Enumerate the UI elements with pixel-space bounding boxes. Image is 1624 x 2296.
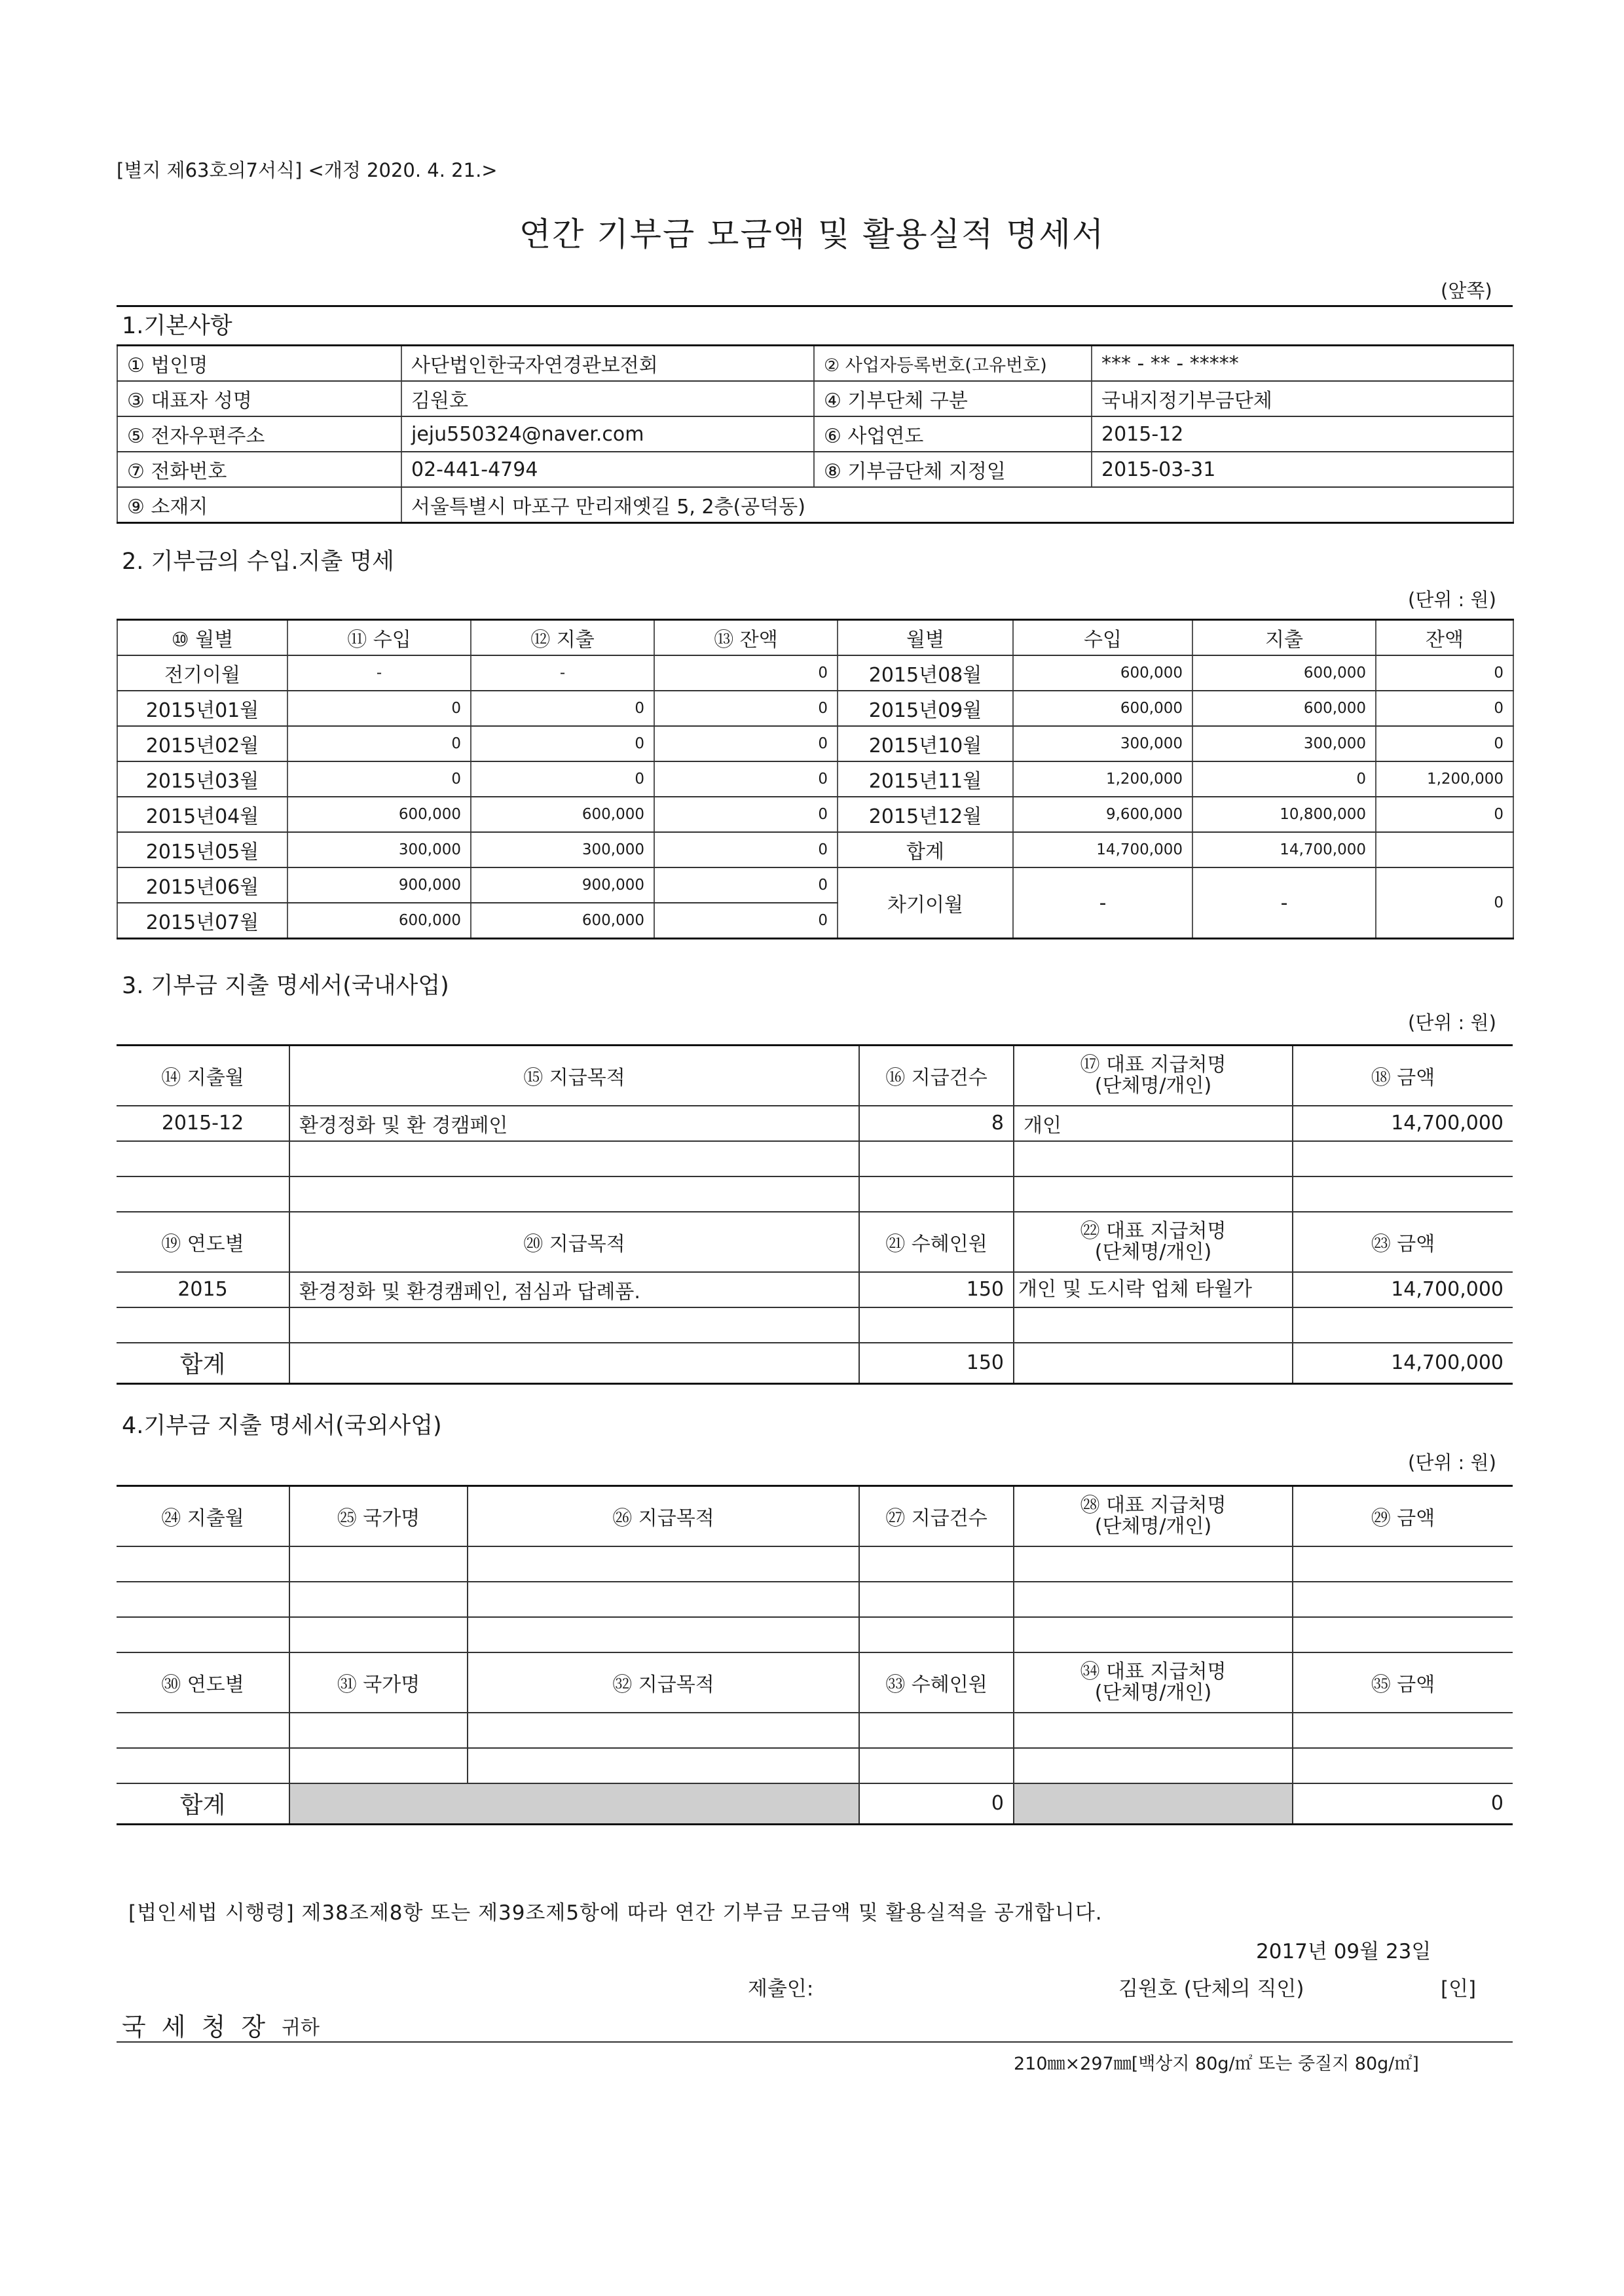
table-row xyxy=(117,487,1513,523)
expense-cell: 300,000 xyxy=(1192,726,1376,761)
amount-cell: 14,700,000 xyxy=(1293,1106,1513,1141)
table-row xyxy=(117,726,1513,761)
balance-cell: 0 xyxy=(654,867,838,903)
col-header-income-2: 수입 xyxy=(1013,620,1192,656)
col-header-purpose-2: ⑳ 지급목적 xyxy=(289,1212,859,1272)
section-2-unit: (단위 : 원) xyxy=(1408,589,1496,611)
income-cell: 300,000 xyxy=(1013,726,1192,761)
col-header-balance: ⑬ 잔액 xyxy=(654,620,838,656)
expense-cell: 600,000 xyxy=(471,903,654,939)
table-row xyxy=(117,1713,1513,1748)
value-business-number: *** - ** - ***** xyxy=(1092,346,1513,382)
income-cell: 600,000 xyxy=(287,797,471,832)
income-cell: 600,000 xyxy=(1013,691,1192,726)
balance-cell: 0 xyxy=(654,726,838,761)
header-row xyxy=(117,1046,1513,1106)
table-row xyxy=(117,691,1513,726)
expense-cell: - xyxy=(471,655,654,691)
label-address: ⑨ 소재지 xyxy=(117,487,401,523)
value-company-name: 사단법인한국자연경관보전회 xyxy=(401,346,814,382)
col-header-beneficiaries: ㉝ 수혜인원 xyxy=(859,1652,1014,1713)
col-header-balance-2: 잔액 xyxy=(1376,620,1513,656)
balance-cell: 0 xyxy=(654,903,838,939)
section-3-unit: (단위 : 원) xyxy=(1408,1011,1496,1034)
recipient-sublabel: (단체명/개인) xyxy=(1094,1074,1212,1097)
total-row xyxy=(117,1343,1513,1384)
submitter-name: 김원호 (단체의 직인) xyxy=(1118,1977,1304,2001)
col-header-purpose: ⑮ 지급목적 xyxy=(289,1046,859,1106)
month-cell: 2015년01월 xyxy=(117,691,287,726)
table-row xyxy=(117,761,1513,797)
table-row xyxy=(117,1272,1513,1307)
income-cell: 600,000 xyxy=(1013,655,1192,691)
table-row xyxy=(117,1546,1513,1582)
balance-cell: 0 xyxy=(654,691,838,726)
label-company-name: ① 법인명 xyxy=(117,346,401,382)
month-cell: 2015년02월 xyxy=(117,726,287,761)
value-representative: 김원호 xyxy=(401,381,814,416)
col-header-recipient-2 xyxy=(1014,1652,1293,1713)
expense-cell: 0 xyxy=(471,691,654,726)
col-header-recipient-2 xyxy=(1014,1212,1293,1272)
carry-forward-expense: - xyxy=(1192,867,1376,939)
carry-forward-income: - xyxy=(1013,867,1192,939)
domestic-expense-table xyxy=(117,1044,1513,1385)
carry-forward-label: 차기이월 xyxy=(838,867,1013,939)
recipient-suffix: 귀하 xyxy=(282,2016,320,2039)
table-row xyxy=(117,867,1513,903)
balance-cell: 0 xyxy=(654,761,838,797)
col-header-amount-2: ㉓ 금액 xyxy=(1293,1212,1513,1272)
col-header-year: ⑲ 연도별 xyxy=(117,1212,289,1272)
total-label-cell: 합계 xyxy=(838,832,1013,867)
shaded-cell xyxy=(1014,1783,1293,1825)
income-total-cell: 14,700,000 xyxy=(1013,832,1192,867)
recipient-label: ㉒ 대표 지급처명 xyxy=(1080,1219,1227,1243)
submission-date: 2017년 09월 23일 xyxy=(1256,1940,1431,1963)
submitter-label: 제출인: xyxy=(748,1977,814,2001)
col-header-expense-2: 지출 xyxy=(1192,620,1376,656)
value-designation-date: 2015-03-31 xyxy=(1092,452,1513,487)
table-row xyxy=(117,655,1513,691)
header-row xyxy=(117,1486,1513,1546)
income-cell: - xyxy=(287,655,471,691)
month-cell: 2015년04월 xyxy=(117,797,287,832)
overseas-expense-table xyxy=(117,1485,1513,1825)
section-3-title: 3. 기부금 지출 명세서(국내사업) xyxy=(122,973,449,999)
income-cell: 0 xyxy=(287,691,471,726)
section-4-title: 4.기부금 지출 명세서(국외사업) xyxy=(122,1413,442,1439)
income-cell: 300,000 xyxy=(287,832,471,867)
page-side-label: (앞쪽) xyxy=(1441,280,1492,302)
balance-total-cell xyxy=(1376,832,1513,867)
col-header-recipient xyxy=(1014,1486,1293,1546)
month-cell: 2015년08월 xyxy=(838,655,1013,691)
table-row xyxy=(117,381,1513,416)
table-row xyxy=(117,1141,1513,1176)
table-row xyxy=(117,832,1513,867)
expense-cell: 900,000 xyxy=(471,867,654,903)
recipient-cell: 개인 및 도시락 업체 타월가 xyxy=(1014,1272,1293,1307)
section-2-title: 2. 기부금의 수입.지출 명세 xyxy=(122,549,394,575)
income-cell: 0 xyxy=(287,726,471,761)
value-org-type: 국내지정기부금단체 xyxy=(1092,381,1513,416)
table-row xyxy=(117,1307,1513,1343)
balance-cell: 0 xyxy=(1376,655,1513,691)
table-row xyxy=(117,452,1513,487)
income-cell: 9,600,000 xyxy=(1013,797,1192,832)
total-label: 합계 xyxy=(117,1783,289,1825)
income-cell: 600,000 xyxy=(287,903,471,939)
payment-count-cell: 8 xyxy=(859,1106,1014,1141)
amount-cell: 14,700,000 xyxy=(1293,1272,1513,1307)
header-row xyxy=(117,1652,1513,1713)
total-amount: 0 xyxy=(1293,1783,1513,1825)
purpose-cell: 환경정화 및 환경캠페인, 점심과 답례품. xyxy=(289,1272,859,1307)
col-header-expense-month: ⑭ 지출월 xyxy=(117,1046,289,1106)
expense-cell: 0 xyxy=(471,761,654,797)
recipient-sublabel: (단체명/개인) xyxy=(1094,1681,1212,1704)
col-header-income: ⑪ 수입 xyxy=(287,620,471,656)
month-cell: 2015년05월 xyxy=(117,832,287,867)
expense-cell: 600,000 xyxy=(1192,655,1376,691)
col-header-month: ⑩ 월별 xyxy=(117,620,287,656)
month-cell: 2015년07월 xyxy=(117,903,287,939)
month-cell: 2015년09월 xyxy=(838,691,1013,726)
label-email: ⑤ 전자우편주소 xyxy=(117,416,401,452)
total-beneficiaries: 150 xyxy=(859,1343,1014,1384)
expense-cell: 300,000 xyxy=(471,832,654,867)
balance-cell: 0 xyxy=(654,832,838,867)
recipient-label: ㉘ 대표 지급처명 xyxy=(1080,1493,1227,1517)
total-amount: 14,700,000 xyxy=(1293,1343,1513,1384)
header-row xyxy=(117,620,1513,656)
expense-cell: 600,000 xyxy=(471,797,654,832)
expense-cell: 0 xyxy=(471,726,654,761)
total-beneficiaries: 0 xyxy=(859,1783,1014,1825)
col-header-expense-month: ㉔ 지출월 xyxy=(117,1486,289,1546)
carry-forward-balance: 0 xyxy=(1376,867,1513,939)
col-header-amount: ㉙ 금액 xyxy=(1293,1486,1513,1546)
income-cell: 0 xyxy=(287,761,471,797)
col-header-beneficiaries: ㉑ 수혜인원 xyxy=(859,1212,1014,1272)
col-header-amount-2: ㉟ 금액 xyxy=(1293,1652,1513,1713)
recipient-sublabel: (단체명/개인) xyxy=(1094,1514,1212,1538)
col-header-amount: ⑱ 금액 xyxy=(1293,1046,1513,1106)
label-business-number: ② 사업자등록번호(고유번호) xyxy=(814,346,1092,382)
divider xyxy=(117,305,1513,307)
col-header-recipient xyxy=(1014,1046,1293,1106)
expense-cell: 600,000 xyxy=(1192,691,1376,726)
table-row xyxy=(117,1106,1513,1141)
income-cell: 1,200,000 xyxy=(1013,761,1192,797)
beneficiaries-cell: 150 xyxy=(859,1272,1014,1307)
expense-cell: 0 xyxy=(1192,761,1376,797)
section-1-title: 1.기본사항 xyxy=(122,313,232,339)
month-cell: 2015년10월 xyxy=(838,726,1013,761)
recipient-cell: 개인 xyxy=(1014,1106,1293,1141)
recipient-label: ⑰ 대표 지급처명 xyxy=(1080,1053,1227,1076)
basic-info-table xyxy=(117,344,1514,524)
balance-cell: 0 xyxy=(1376,797,1513,832)
table-row xyxy=(117,797,1513,832)
table-row xyxy=(117,416,1513,452)
total-row xyxy=(117,1783,1513,1825)
recipient-office: 국 세 청 장 xyxy=(122,2013,270,2041)
col-header-expense: ⑫ 지출 xyxy=(471,620,654,656)
header-row xyxy=(117,1212,1513,1272)
month-cell: 전기이월 xyxy=(117,655,287,691)
recipient-sublabel: (단체명/개인) xyxy=(1094,1240,1212,1264)
legal-note: [법인세법 시행령] 제38조제8항 또는 제39조제5항에 따라 연간 기부금 모금액 및 활용실적을 공개합니다. xyxy=(128,1901,1103,1925)
label-representative: ③ 대표자 성명 xyxy=(117,381,401,416)
expense-total-cell: 14,700,000 xyxy=(1192,832,1376,867)
value-phone: 02-441-4794 xyxy=(401,452,814,487)
col-header-month-2: 월별 xyxy=(838,620,1013,656)
value-address: 서울특별시 마포구 만리재옛길 5, 2층(공덕동) xyxy=(401,487,1513,523)
col-header-payment-count: ⑯ 지급건수 xyxy=(859,1046,1014,1106)
month-cell: 2015년12월 xyxy=(838,797,1013,832)
income-cell: 900,000 xyxy=(287,867,471,903)
col-header-year: ㉚ 연도별 xyxy=(117,1652,289,1713)
paper-spec: 210㎜×297㎜[백상지 80g/㎡ 또는 중질지 80g/㎡] xyxy=(1014,2054,1419,2074)
year-cell: 2015 xyxy=(117,1272,289,1307)
income-expense-table xyxy=(117,619,1514,939)
label-org-type: ④ 기부단체 구분 xyxy=(814,381,1092,416)
label-designation-date: ⑧ 기부금단체 지정일 xyxy=(814,452,1092,487)
month-cell: 2015년03월 xyxy=(117,761,287,797)
purpose-cell: 환경정화 및 환 경캠페인 xyxy=(289,1106,859,1141)
seal-mark: [인] xyxy=(1441,1977,1477,2001)
divider xyxy=(117,2041,1513,2043)
value-email: jeju550324@naver.com xyxy=(401,416,814,452)
form-id: [별지 제63호의7서식] <개정 2020. 4. 21.> xyxy=(117,159,498,181)
col-header-country-2: ㉛ 국가명 xyxy=(289,1652,468,1713)
month-cell: 2015년06월 xyxy=(117,867,287,903)
balance-cell: 0 xyxy=(654,797,838,832)
balance-cell: 0 xyxy=(654,655,838,691)
balance-cell: 0 xyxy=(1376,691,1513,726)
expense-cell: 10,800,000 xyxy=(1192,797,1376,832)
table-row xyxy=(117,1617,1513,1652)
col-header-country: ㉕ 국가명 xyxy=(289,1486,468,1546)
shaded-cell xyxy=(289,1783,859,1825)
expense-month-cell: 2015-12 xyxy=(117,1106,289,1141)
table-row xyxy=(117,346,1513,382)
col-header-payment-count: ㉗ 지급건수 xyxy=(859,1486,1014,1546)
section-4-unit: (단위 : 원) xyxy=(1408,1451,1496,1474)
label-phone: ⑦ 전화번호 xyxy=(117,452,401,487)
table-row xyxy=(117,1748,1513,1783)
balance-cell: 1,200,000 xyxy=(1376,761,1513,797)
table-row xyxy=(117,1176,1513,1212)
balance-cell: 0 xyxy=(1376,726,1513,761)
page-title: 연간 기부금 모금액 및 활용실적 명세서 xyxy=(519,215,1105,253)
value-fiscal-year: 2015-12 xyxy=(1092,416,1513,452)
col-header-purpose: ㉖ 지급목적 xyxy=(468,1486,859,1546)
recipient-label: ㉞ 대표 지급처명 xyxy=(1080,1660,1227,1683)
month-cell: 2015년11월 xyxy=(838,761,1013,797)
label-fiscal-year: ⑥ 사업연도 xyxy=(814,416,1092,452)
col-header-purpose-2: ㉜ 지급목적 xyxy=(468,1652,859,1713)
total-label: 합계 xyxy=(117,1343,289,1384)
table-row xyxy=(117,1582,1513,1617)
